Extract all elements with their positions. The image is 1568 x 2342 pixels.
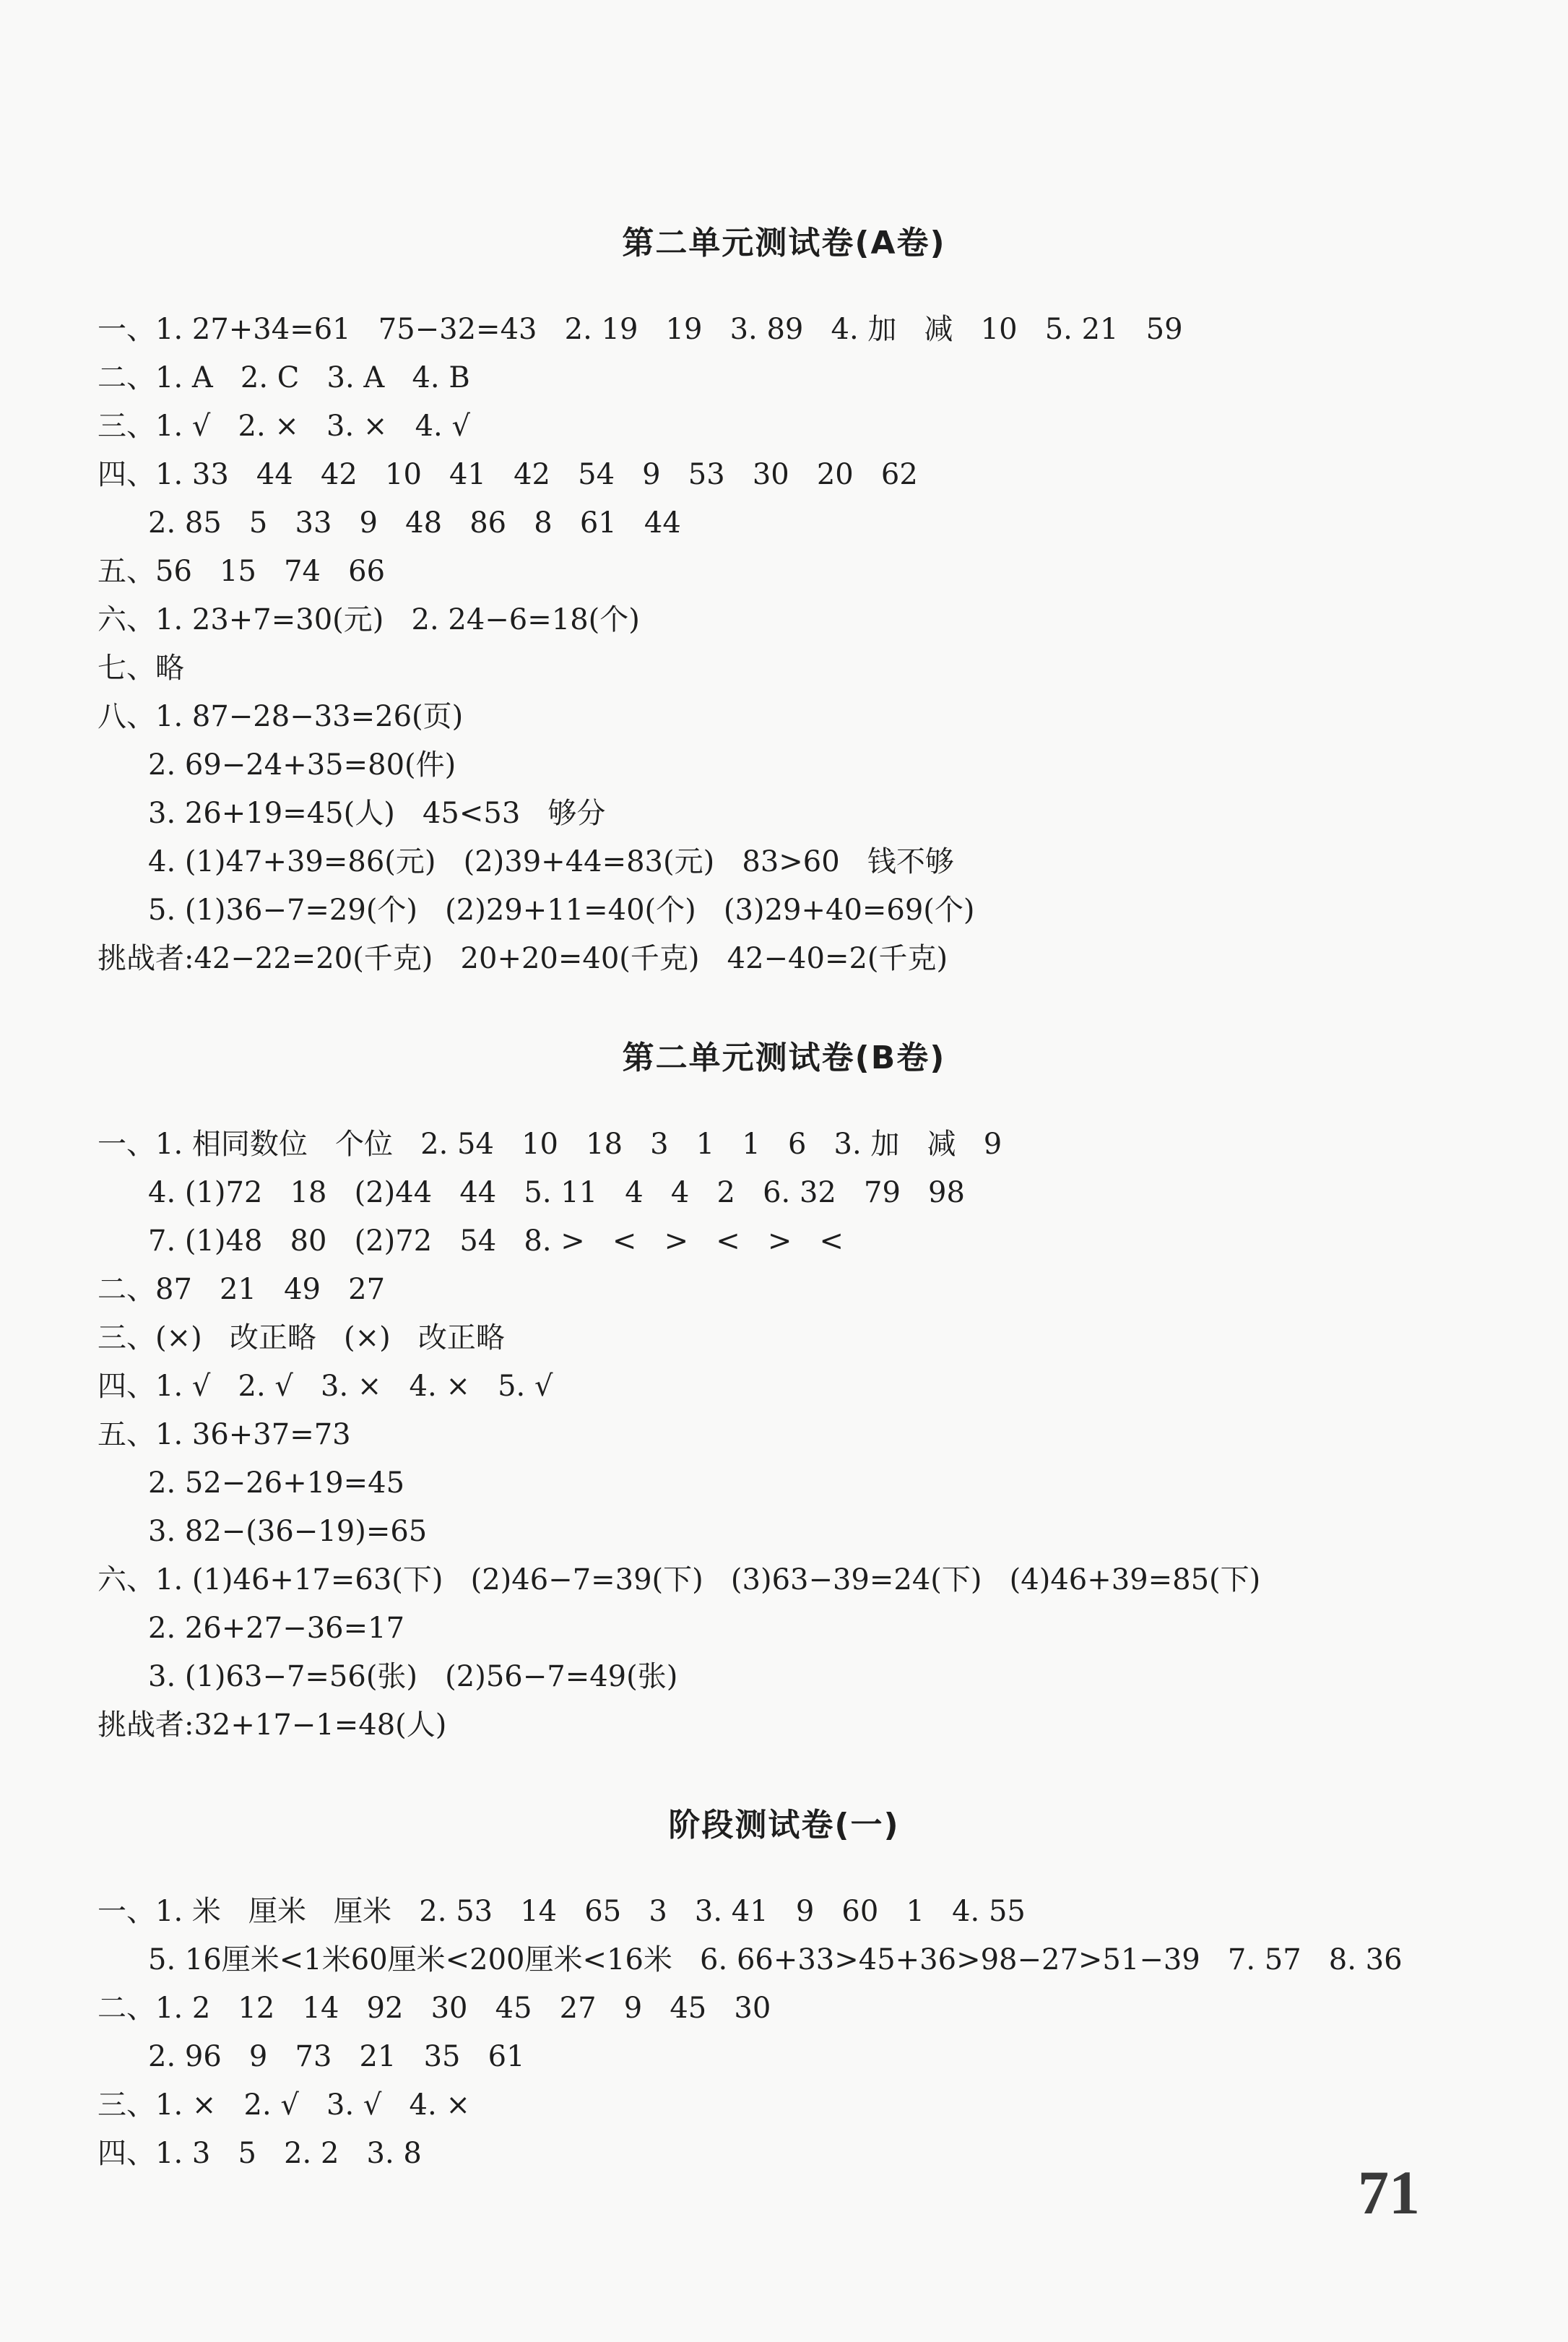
answer-line: 六、1. (1)46+17=63(下) (2)46−7=39(下) (3)63−39=24(下) (4)46+39=85(下) [98, 1563, 1261, 1596]
answer-line: 二、87 21 49 27 [98, 1273, 386, 1306]
answer-line: 二、1. 2 12 14 92 30 45 27 9 45 30 [98, 1992, 771, 2025]
answer-line: 2. 85 5 33 9 48 86 8 61 44 [148, 506, 681, 540]
answer-line: 挑战者:32+17−1=48(人) [98, 1708, 447, 1742]
answer-line: 2. 26+27−36=17 [148, 1612, 405, 1645]
section-title-stage: 阶段测试卷(一) [668, 1807, 900, 1844]
answer-line: 3. (1)63−7=56(张) (2)56−7=49(张) [148, 1660, 678, 1693]
answer-line: 3. 82−(36−19)=65 [148, 1515, 428, 1548]
answer-line: 四、1. √ 2. √ 3. × 4. × 5. √ [98, 1370, 553, 1403]
answer-line: 2. 52−26+19=45 [148, 1466, 405, 1500]
answer-line: 2. 69−24+35=80(件) [148, 748, 456, 782]
answer-line: 七、略 [98, 652, 184, 685]
answer-line: 4. (1)72 18 (2)44 44 5. 11 4 4 2 6. 32 79 98 [148, 1176, 965, 1209]
section-title-a: 第二单元测试卷(A卷) [622, 225, 946, 262]
answer-line: 三、1. × 2. √ 3. √ 4. × [98, 2088, 470, 2122]
answer-line: 3. 26+19=45(人) 45<53 够分 [148, 797, 606, 830]
answer-line: 四、1. 3 5 2. 2 3. 8 [98, 2137, 422, 2170]
answer-line: 六、1. 23+7=30(元) 2. 24−6=18(个) [98, 603, 640, 636]
answer-line: 4. (1)47+39=86(元) (2)39+44=83(元) 83>60 钱不够 [148, 845, 954, 878]
answer-line: 五、56 15 74 66 [98, 555, 386, 588]
answer-line: 三、(×) 改正略 (×) 改正略 [98, 1321, 505, 1354]
answer-line: 一、1. 27+34=61 75−32=43 2. 19 19 3. 89 4. 加 减 10 5. 21 59 [98, 313, 1183, 346]
answer-line: 三、1. √ 2. × 3. × 4. √ [98, 410, 470, 443]
answer-line: 挑战者:42−22=20(千克) 20+20=40(千克) 42−40=2(千克) [98, 942, 948, 975]
answer-line: 五、1. 36+37=73 [98, 1418, 351, 1451]
answer-line: 7. (1)48 80 (2)72 54 8. > < > < > < [148, 1224, 844, 1258]
answer-line: 一、1. 相同数位 个位 2. 54 10 18 3 1 1 6 3. 加 减 9 [98, 1128, 1002, 1161]
answer-line: 5. (1)36−7=29(个) (2)29+11=40(个) (3)29+40=69(个) [148, 894, 975, 927]
answer-line: 5. 16厘米<1米60厘米<200厘米<16米 6. 66+33>45+36>98−27>51−39 7. 57 8. 36 [148, 1943, 1403, 1976]
page-number: 71 [1358, 2158, 1420, 2227]
answer-line: 二、1. A 2. C 3. A 4. B [98, 361, 470, 394]
section-title-b: 第二单元测试卷(B卷) [622, 1040, 946, 1076]
answer-line: 2. 96 9 73 21 35 61 [148, 2040, 525, 2073]
answer-line: 八、1. 87−28−33=26(页) [98, 700, 464, 733]
answer-line: 一、1. 米 厘米 厘米 2. 53 14 65 3 3. 41 9 60 1 4. 55 [98, 1895, 1026, 1928]
answer-line: 四、1. 33 44 42 10 41 42 54 9 53 30 20 62 [98, 458, 918, 491]
